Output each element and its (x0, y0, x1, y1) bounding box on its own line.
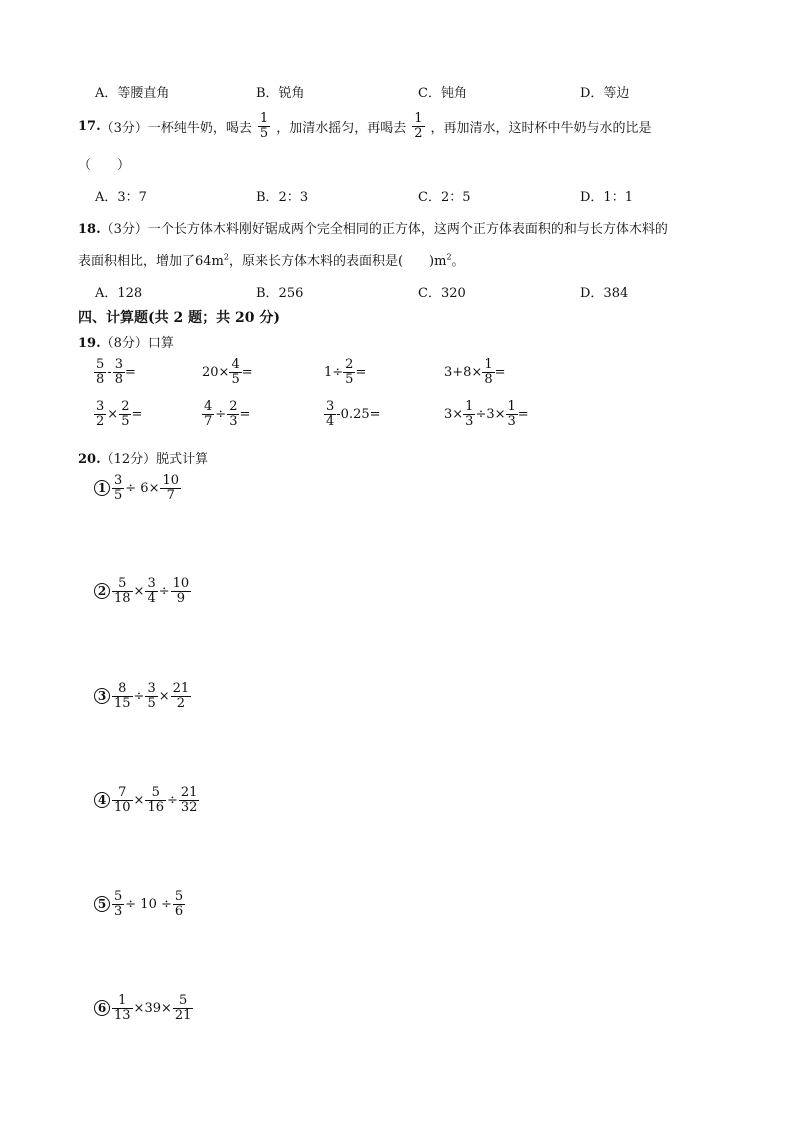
q19-expr-6: $\frac{4}{7}$ ÷ $\frac{2}{3}$ = (204, 399, 251, 429)
q19-expr-8: 3× $\frac{1}{3}$ ÷3× $\frac{1}{3}$ = (444, 399, 529, 429)
q18-option-b: B．256 (256, 286, 304, 301)
q20-item-6: 6 $\frac{1}{13}$ ×39× $\frac{5}{21}$ (94, 994, 193, 1022)
question-18 (78, 218, 668, 237)
q20-item-5: 5 $\frac{5}{3}$ ÷ 10 ÷ $\frac{5}{6}$ (94, 890, 185, 918)
q17-number: 17. (78, 118, 101, 134)
q16-option-d: D．等边 (580, 86, 630, 101)
q16-option-c: C．钝角 (418, 86, 467, 101)
q20-item-2: 2 $\frac{5}{18}$ × $\frac{3}{4}$ ÷ $\frac{10}{9}$ (94, 577, 191, 605)
q18-line-1: 一个长方体木料刚好锯成两个完全相同的正方体，这两个正方体表面积的和与长方体木料的 (147, 222, 668, 237)
q16-option-a: A．等腰直角 (95, 86, 170, 101)
q20-item-1: 1 $\frac{3}{5}$ ÷ 6× $\frac{10}{7}$ (94, 474, 181, 502)
q18-score: （3分） (100, 222, 148, 237)
q17-fraction-2: $\frac{1}{2}$ (414, 111, 423, 141)
q17-text-2: ，加清水摇匀，再喝去 (276, 120, 407, 136)
q17-fraction-1: $\frac{1}{5}$ (259, 111, 269, 141)
q19-expr-5: $\frac{3}{2}$ × $\frac{2}{5}$ = (96, 399, 143, 429)
circled-number-6: 6 (94, 1000, 110, 1016)
q17-option-b: B．2：3 (256, 190, 309, 205)
q19-expr-4: 3+8× $\frac{1}{8}$ = (444, 357, 506, 387)
question-20 (78, 448, 208, 467)
circled-number-4: 4 (94, 792, 110, 808)
section-4-heading: 四、计算题(共 2 题；共 20 分) (78, 310, 280, 326)
q20-label: （12分）脱式计算 (100, 452, 209, 467)
q17-score: （3分） (100, 120, 148, 136)
q18-option-c: C．320 (418, 286, 466, 301)
q16-option-b: B．锐角 (256, 86, 305, 101)
q17-option-d: D．1：1 (580, 190, 633, 205)
question-19 (78, 332, 174, 351)
q19-expr-7: $\frac{3}{4}$ -0.25= (326, 399, 381, 429)
q18-option-d: D．384 (580, 286, 629, 301)
q18-number: 18. (78, 222, 101, 237)
q19-expr-2: 20× $\frac{4}{5}$ = (202, 357, 253, 387)
q17-answer-paren: （ ） (78, 158, 131, 173)
q19-number: 19. (78, 336, 101, 351)
q18-option-a: A．128 (95, 286, 143, 301)
q17-option-a: A．3：7 (95, 190, 147, 205)
q17-text-1: 一杯纯牛奶，喝去 (147, 120, 252, 136)
circled-number-3: 3 (94, 688, 110, 704)
circled-number-5: 5 (94, 896, 110, 912)
q19-expr-1: $\frac{5}{8}$ - $\frac{3}{8}$ = (96, 357, 136, 387)
question-17 (78, 112, 652, 140)
circled-number-2: 2 (94, 583, 110, 599)
q18-line-2: 表面积相比，增加了$64m^2$，原来长方体木料的表面积是( )$m^2$。 (78, 252, 465, 269)
q20-number: 20. (78, 452, 101, 467)
q20-item-4: 4 $\frac{7}{10}$ × $\frac{5}{16}$ ÷ $\frac{21}{32}$ (94, 786, 199, 814)
q17-option-c: C．2：5 (418, 190, 471, 205)
q19-label: （8分）口算 (100, 336, 174, 351)
q17-text-3: ，再加清水，这时杯中牛奶与水的比是 (430, 120, 652, 136)
circled-number-1: 1 (94, 480, 110, 496)
q20-item-3: 3 $\frac{8}{15}$ ÷ $\frac{3}{5}$ × $\frac{21}{2}$ (94, 682, 191, 710)
q19-expr-3: 1÷ $\frac{2}{5}$ = (324, 357, 367, 387)
